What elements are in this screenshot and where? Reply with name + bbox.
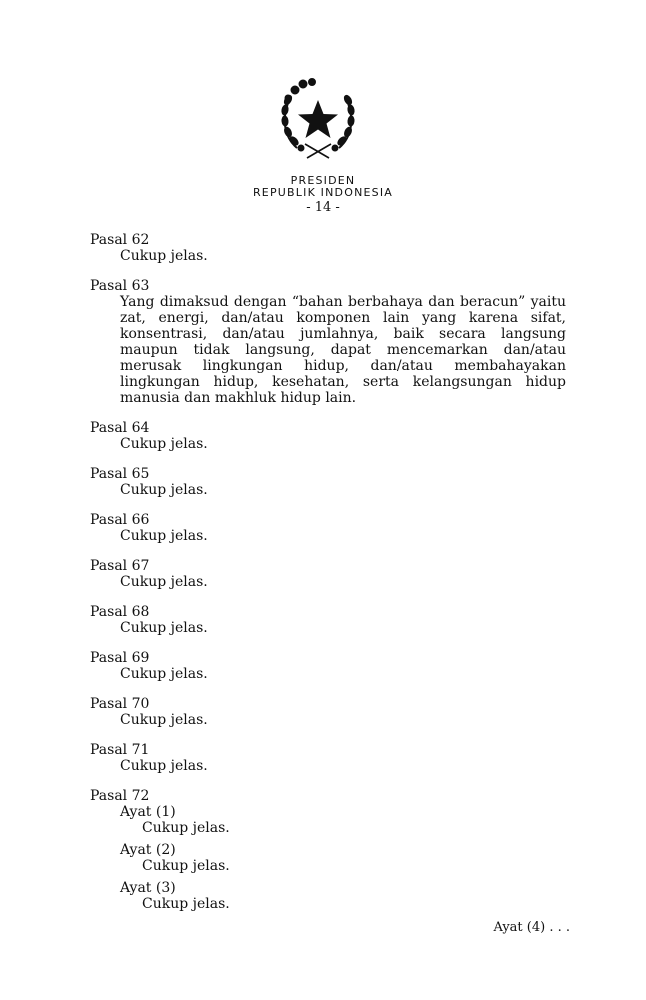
- continuation-marker: Ayat (4) . . .: [493, 920, 570, 935]
- ayat-title: Ayat (1): [120, 804, 176, 820]
- ayat-title: Ayat (3): [120, 880, 176, 896]
- pasal-title: Pasal 69: [90, 650, 150, 666]
- pasal-title: Pasal 68: [90, 604, 150, 620]
- pasal-title: Pasal 67: [90, 558, 150, 574]
- pasal-title: Pasal 64: [90, 420, 150, 436]
- pasal-63: [90, 278, 566, 406]
- pasal-title: Pasal 62: [90, 232, 150, 248]
- pasal-body: Cukup jelas.: [120, 620, 208, 636]
- pasal-body: Cukup jelas.: [120, 712, 208, 728]
- pasal-body: Cukup jelas.: [120, 666, 208, 682]
- pasal-72: [90, 788, 566, 912]
- pasal-69: [90, 650, 566, 682]
- pasal-title: Pasal 63: [90, 278, 150, 294]
- header-republic: REPUBLIK INDONESIA: [252, 186, 394, 199]
- pasal-body: Cukup jelas.: [120, 528, 208, 544]
- ayat-3: [120, 880, 566, 912]
- pasal-65: [90, 466, 566, 498]
- pasal-body: Cukup jelas.: [120, 758, 208, 774]
- pasal-71: [90, 742, 566, 774]
- pasal-title: Pasal 71: [90, 742, 150, 758]
- pasal-body: Cukup jelas.: [120, 482, 208, 498]
- pasal-67: [90, 558, 566, 590]
- pasal-70: [90, 696, 566, 728]
- pasal-title: Pasal 70: [90, 696, 150, 712]
- document-body: [90, 232, 566, 926]
- page-number: - 14 -: [306, 200, 340, 215]
- header-president: PRESIDEN: [290, 174, 356, 187]
- ayat-body: Cukup jelas.: [142, 896, 230, 912]
- pasal-body: Cukup jelas.: [120, 248, 208, 264]
- pasal-title: Pasal 66: [90, 512, 150, 528]
- pasal-title: Pasal 72: [90, 788, 150, 804]
- ayat-body: Cukup jelas.: [142, 858, 230, 874]
- pasal-body: Yang dimaksud dengan “bahan berbahaya dan beracun” yaitu zat, energi, dan/atau komponen lain yang karena sifat, konsentrasi, dan/atau jumlahnya, baik secara langsung maupun tidak langsung, dapat mencemarkan dan/atau merusak lingkungan hidup, dan/atau membahayakan lingkungan hidup, kesehatan, serta kelangsungan hidup manusia dan makhluk hidup lain.: [120, 294, 566, 406]
- emblem-icon: [277, 78, 359, 160]
- pasal-64: [90, 420, 566, 452]
- pasal-body: Cukup jelas.: [120, 436, 208, 452]
- ayat-1: [120, 804, 566, 836]
- pasal-66: [90, 512, 566, 544]
- ayat-title: Ayat (2): [120, 842, 176, 858]
- ayat-2: [120, 842, 566, 874]
- ayat-body: Cukup jelas.: [142, 820, 230, 836]
- pasal-62: [90, 232, 566, 264]
- pasal-body: Cukup jelas.: [120, 574, 208, 590]
- pasal-title: Pasal 65: [90, 466, 150, 482]
- pasal-68: [90, 604, 566, 636]
